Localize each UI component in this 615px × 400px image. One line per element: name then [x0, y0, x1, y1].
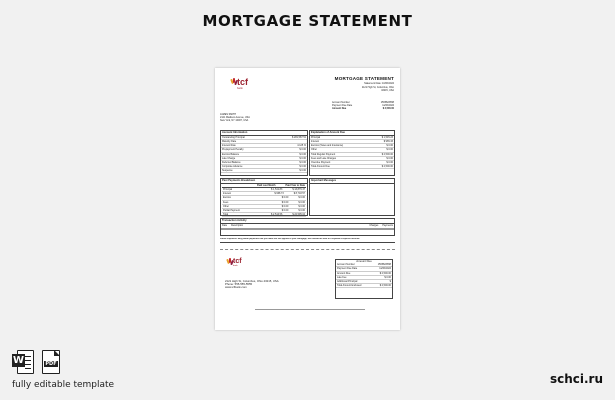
table-row: Account Number 1565823658: [337, 263, 391, 267]
tear-line: [220, 249, 395, 250]
past-payments-box: [220, 178, 308, 216]
table-row: Escrow $ 0.00 $ 0.00: [223, 196, 305, 200]
table-row: Escrow Balance $ 0.00: [222, 152, 306, 156]
table-row: Fees and Late Charges $ 0.00: [311, 156, 393, 160]
account-information-header: Account Information: [221, 131, 307, 136]
table-row: Interest $ 968.73 $ 8,718.57: [223, 192, 305, 196]
table-row: Principal $ 1,545.23: [311, 135, 393, 139]
bank-logo: [231, 78, 248, 90]
bank-address-line: 43215, USA: [381, 89, 394, 93]
table-row: Overdue Payment $ 0.00: [311, 160, 393, 164]
table-row: Late Charge $ 0.00: [222, 156, 306, 160]
account-information-box: [220, 130, 308, 176]
coupon-address: 2121 High St, Columbus, Ohio 43215, USA: [225, 280, 279, 283]
past-payments-columns: Paid Last Month Paid Year to Date: [222, 184, 306, 188]
table-row: Other $ 0.00 $ 0.00: [223, 204, 305, 208]
table-row: Partial Payment $ 0.00 $ 0.00: [223, 208, 305, 212]
table-row: Total Amount Enclosed $ 2,500.00: [337, 284, 391, 288]
statement-title: MORTGAGE STATEMENT: [334, 76, 394, 81]
bank-address: [362, 86, 394, 92]
table-row: Principal $ 1,541.83 $ 13,876.47: [223, 187, 305, 191]
logo-sub: bank: [237, 87, 243, 90]
table-row: Maturity Date: [221, 140, 307, 144]
summary-row: Amount Due $ 2,500.00: [332, 107, 394, 111]
table-row: Additional Principal $: [337, 279, 391, 283]
borrower-line: New York, NY 10007, USA: [220, 119, 249, 123]
logo-word: tcf: [237, 77, 248, 87]
amount-due-box: [309, 130, 395, 176]
table-row: Escrow (Taxes and Insurance) $ 0.00: [311, 144, 393, 148]
table-row: Corporate Advance $ 0.00: [222, 165, 306, 169]
amount-due-header: Explanation of Amount Due: [310, 131, 394, 136]
table-row: Deferred Balance $ 0.00: [222, 160, 306, 164]
table-row: Interest $ 965.33: [311, 139, 393, 143]
coupon-amount-header: Amount Due: [356, 260, 372, 263]
table-row: Outstanding Principal $ 281,587.51: [222, 135, 306, 139]
coupon-website: www.tcfbank.com: [225, 286, 247, 290]
table-row: Other $ 0.00: [311, 148, 393, 152]
transaction-activity-box: [220, 218, 395, 236]
notice-block: [220, 238, 395, 243]
statement-date: Statement Date: 10/06/2024: [364, 82, 394, 85]
template-caption: fully editable template: [12, 380, 115, 390]
site-brand[interactable]: schci.ru: [549, 372, 603, 386]
word-doc-icon: W: [12, 349, 34, 375]
coupon-amount-box: [335, 259, 393, 299]
logo-mark-icon: [231, 78, 236, 85]
table-row: Interest Rate 4.125 %: [222, 144, 306, 148]
table-row: Fees $ 0.00 $ 0.00: [223, 200, 305, 204]
file-format-icons: [12, 349, 62, 375]
bank-address-line: 2121 High St, Columbus, Ohio: [361, 86, 394, 89]
borrower-address: [220, 113, 250, 123]
table-row: Amount Due $ 2,500.00: [337, 271, 391, 275]
table-row: Suspense $ 0.00: [222, 169, 306, 173]
pdf-icon: PDF: [40, 349, 62, 375]
past-payments-header: Past Payments Breakdown: [221, 179, 307, 184]
borrower-line: 2121 Madison Avenue, USA: [220, 116, 250, 120]
table-row: Total $ 2,510.56 $ 22,595.04: [223, 213, 305, 217]
coupon-phone: Phone: 555-555-5555: [225, 283, 253, 287]
summary-block: [332, 101, 394, 111]
page-title: MORTGAGE STATEMENT: [202, 12, 413, 30]
table-row: Late Fee $ 0.00: [337, 275, 391, 279]
statement-document: [215, 68, 400, 330]
table-row: Total Amount Due $ 2,500.00: [311, 165, 393, 169]
table-row: Prepayment Penalty $ 0.00: [222, 148, 306, 152]
notice-text: Partial Payments: Any partial payments that you make are not applied to your mortgage, but instead are held in a separate suspense account.: [220, 238, 360, 240]
transaction-columns: Date Description Charges Payments: [222, 223, 393, 227]
logo-word: tcf: [233, 258, 242, 265]
transaction-activity-header: Transaction Activity: [221, 219, 394, 224]
summary-row: Payment Due Date 11/06/2024: [332, 104, 394, 108]
logo-sub: bank: [233, 265, 238, 267]
table-row: Total Regular Payment $ 2,500.00: [311, 152, 393, 156]
remit-line: [255, 308, 365, 310]
borrower-line: JAMES SMITH: [220, 113, 237, 116]
logo-mark-icon: [227, 258, 232, 265]
summary-row: Account Number 1565823658: [332, 101, 394, 104]
important-messages-header: Important Messages: [310, 179, 394, 184]
table-row: Payment Due Date 11/06/2024: [337, 267, 391, 271]
coupon-logo: [227, 258, 242, 267]
important-messages-box: [309, 178, 395, 216]
coupon-contact: [225, 280, 279, 290]
